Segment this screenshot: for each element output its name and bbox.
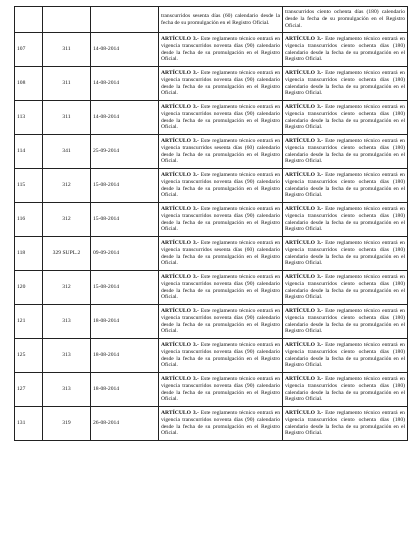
cell-modified-text [283,407,408,441]
article-label: ARTÍCULO 3.- [161,69,199,76]
table-body [15,7,408,441]
table-row [15,407,408,441]
article-label: ARTÍCULO 3.- [161,409,199,416]
cell-original-text: transcurridos sesenta días (60) calendario desde la fecha de su promulgación en el Registro Oficial. [159,7,283,33]
cell-original-text [159,407,283,441]
cell-number [15,7,43,33]
article-label: ARTÍCULO 3.- [285,341,324,348]
cell-original-text [159,339,283,373]
article-text: Este reglamento técnico entrará en vigencia transcurridos ciento ochenta días (180) calendario desde la fecha de su promulgación en el Registro Oficial. [285,409,405,437]
cell-modified-text [283,339,408,373]
cell-date: 14-08-2014 [91,67,159,101]
article-text: Este reglamento técnico entrará en vigencia transcurridos noventa días (90) calendario desde la fecha de su promulgación en el Registro Oficial. [161,341,280,369]
cell-number: 118 [15,237,43,271]
cell-modified-text [283,305,408,339]
cell-original-text [159,135,283,169]
article-text: Este reglamento técnico entrará en vigencia transcurridos noventa días (90) calendario desde la fecha de su promulgación en el Registro Oficial. [161,375,280,403]
cell-original-text [159,373,283,407]
cell-number: 125 [15,339,43,373]
article-label: ARTÍCULO 3.- [285,137,324,144]
cell-registry: 313 [43,373,91,407]
table-row [15,67,408,101]
article-text: Este reglamento técnico entrará en vigencia transcurridos noventa días (90) calendario desde la fecha de su promulgación en el Registro Oficial. [161,307,280,335]
article-text: Este reglamento técnico entrará en vigencia transcurridos noventa días (90) calendario desde la fecha de su promulgación en el Registro Oficial. [161,69,280,97]
table-row [15,101,408,135]
cell-original-text [159,169,283,203]
cell-modified-text [283,101,408,135]
table-row [15,305,408,339]
cell-modified-text [283,169,408,203]
cell-registry: 311 [43,33,91,67]
article-label: ARTÍCULO 3.- [285,205,324,212]
cell-registry [43,7,91,33]
article-label: ARTÍCULO 3.- [285,171,324,178]
article-text: Este reglamento técnico entrará en vigencia transcurridos noventa días (90) calendario desde la fecha de su promulgación en el Registro Oficial. [161,205,280,233]
article-text: Este reglamento técnico entrará en vigencia transcurridos ciento ochenta días (180) calendario desde la fecha de su promulgación en el Registro Oficial. [285,341,405,369]
article-label: ARTÍCULO 3.- [285,239,324,246]
article-label: ARTÍCULO 3.- [285,103,324,110]
cell-number: 115 [15,169,43,203]
article-text: Este reglamento técnico entrará en vigencia transcurridos ciento ochenta días (180) calendario desde la fecha de su promulgación en el Registro Oficial. [285,137,405,165]
article-label: ARTÍCULO 3.- [161,239,199,246]
article-label: ARTÍCULO 3.- [161,307,199,314]
cell-registry: 341 [43,135,91,169]
cell-original-text [159,101,283,135]
cell-registry: 319 [43,407,91,441]
cell-modified-text [283,67,408,101]
cell-modified-text: transcurridos ciento ochenta días (180) calendario desde la fecha de su promulgación en el Registro Oficial. [283,7,408,33]
cell-modified-text [283,135,408,169]
cell-date: 14-08-2014 [91,33,159,67]
cell-number: 107 [15,33,43,67]
article-text: Este reglamento técnico entrará en vigencia transcurridos ciento ochenta días (180) calendario desde la fecha de su promulgación en el Registro Oficial. [285,375,405,403]
article-label: ARTÍCULO 3.- [285,273,324,280]
cell-original-text [159,203,283,237]
cell-number: 114 [15,135,43,169]
article-text: Este reglamento técnico entrará en vigencia transcurridos ciento ochenta días (180) calendario desde la fecha de su promulgación en el Registro Oficial. [285,307,405,335]
table-row [15,169,408,203]
cell-registry: 312 [43,271,91,305]
table-row [15,203,408,237]
cell-number: 116 [15,203,43,237]
table-row [15,237,408,271]
cell-date: 14-08-2014 [91,101,159,135]
cell-registry: 329 SUPL.2 [43,237,91,271]
cell-modified-text [283,271,408,305]
cell-date: 26-08-2014 [91,407,159,441]
article-text: Este reglamento técnico entrará en vigencia transcurridos noventa días (90) calendario desde la fecha de su promulgación en el Registro Oficial. [161,273,280,301]
cell-modified-text [283,373,408,407]
cell-date: 18-08-2014 [91,373,159,407]
article-label: ARTÍCULO 3.- [285,307,324,314]
table-row [15,135,408,169]
cell-date: 18-08-2014 [91,339,159,373]
article-text: Este reglamento técnico entrará en vigencia transcurridos ciento ochenta días (180) calendario desde la fecha de su promulgación en el Registro Oficial. [285,205,405,233]
cell-number: 127 [15,373,43,407]
table-row-continued [15,7,408,33]
cell-registry: 313 [43,339,91,373]
article-text: Este reglamento técnico entrará en vigencia transcurridos ciento ochenta días (180) calendario desde la fecha de su promulgación en el Registro Oficial. [285,69,405,97]
article-label: ARTÍCULO 3.- [161,341,199,348]
regulations-table [14,6,408,441]
cell-registry: 312 [43,203,91,237]
article-label: ARTÍCULO 3.- [285,409,324,416]
article-label: ARTÍCULO 3.- [285,375,324,382]
cell-date: 15-08-2014 [91,203,159,237]
table-row [15,339,408,373]
article-label: ARTÍCULO 3.- [285,69,324,76]
cell-date: 09-09-2014 [91,237,159,271]
cell-original-text [159,67,283,101]
cell-date: 15-08-2014 [91,271,159,305]
cell-original-text [159,33,283,67]
cell-original-text [159,271,283,305]
cell-original-text [159,305,283,339]
article-text: Este reglamento técnico entrará en vigencia transcurridos noventa días (90) calendario desde la fecha de su promulgación en el Registro Oficial. [161,103,280,131]
cell-registry: 311 [43,67,91,101]
cell-date: 15-08-2014 [91,169,159,203]
article-text: Este reglamento técnico entrará en vigencia transcurridos sesenta días (60) calendario desde la fecha de su promulgación en el Registro Oficial. [161,239,280,267]
article-text: Este reglamento técnico entrará en vigencia transcurridos noventa días (90) calendario desde la fecha de su promulgación en el Registro Oficial. [161,409,280,437]
article-text: Este reglamento técnico entrará en vigencia transcurridos ciento ochenta días (180) calendario desde la fecha de su promulgación en el Registro Oficial. [285,171,405,199]
cell-date: 18-08-2014 [91,305,159,339]
table-row [15,33,408,67]
article-text: Este reglamento técnico entrará en vigencia transcurridos sesenta días (60) calendario desde la fecha de su promulgación en el Registro Oficial. [161,137,280,165]
cell-registry: 311 [43,101,91,135]
article-text: Este reglamento técnico entrará en vigencia transcurridos noventa días (90) calendario desde la fecha de su promulgación en el Registro Oficial. [161,35,280,63]
table-row [15,271,408,305]
article-label: ARTÍCULO 3.- [285,35,324,42]
article-text: Este reglamento técnico entrará en vigencia transcurridos ciento ochenta días (180) calendario desde la fecha de su promulgación en el Registro Oficial. [285,35,405,63]
article-label: ARTÍCULO 3.- [161,273,199,280]
cell-modified-text [283,33,408,67]
article-label: ARTÍCULO 3.- [161,375,199,382]
article-text: Este reglamento técnico entrará en vigencia transcurridos ciento ochenta días (180) calendario desde la fecha de su promulgación en el Registro Oficial. [285,239,405,267]
cell-modified-text [283,203,408,237]
article-label: ARTÍCULO 3.- [161,35,199,42]
article-text: Este reglamento técnico entrará en vigencia transcurridos ciento ochenta días (180) calendario desde la fecha de su promulgación en el Registro Oficial. [285,273,405,301]
cell-number: 120 [15,271,43,305]
cell-date: 25-09-2014 [91,135,159,169]
cell-number: 108 [15,67,43,101]
cell-registry: 313 [43,305,91,339]
article-text: Este reglamento técnico entrará en vigencia transcurridos ciento ochenta días (180) calendario desde la fecha de su promulgación en el Registro Oficial. [285,103,405,131]
article-label: ARTÍCULO 3.- [161,137,199,144]
article-label: ARTÍCULO 3.- [161,205,199,212]
cell-date [91,7,159,33]
article-label: ARTÍCULO 3.- [161,103,199,110]
cell-number: 121 [15,305,43,339]
cell-original-text [159,237,283,271]
article-text: Este reglamento técnico entrará en vigencia transcurridos noventa días (90) calendario desde la fecha de su promulgación en el Registro Oficial. [161,171,280,199]
cell-number: 113 [15,101,43,135]
article-label: ARTÍCULO 3.- [161,171,199,178]
cell-registry: 312 [43,169,91,203]
cell-modified-text [283,237,408,271]
table-row [15,373,408,407]
cell-number: 131 [15,407,43,441]
